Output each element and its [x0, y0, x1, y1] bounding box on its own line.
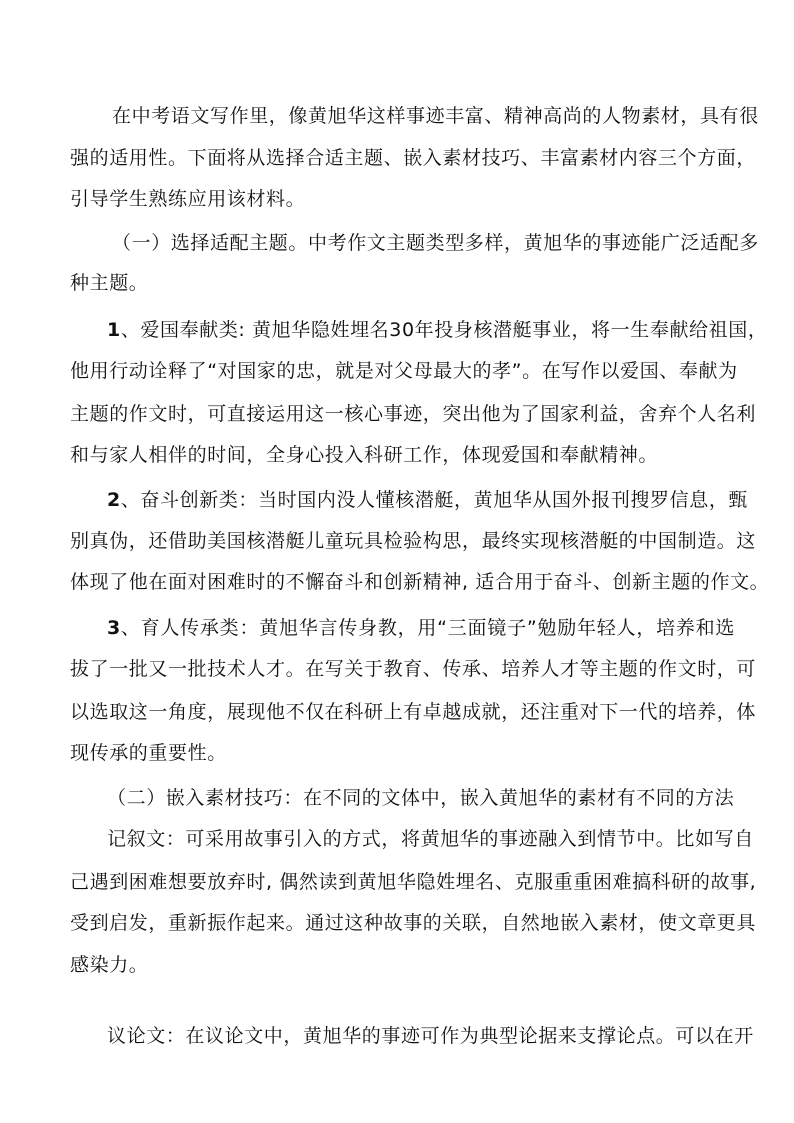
list-item-line: 他用行动诠释了“对国家的忠，就是对父母最大的孝”。在写作以爱国、奉献为 — [70, 360, 738, 382]
list-item-line: 和与家人相伴的时间，全身心投入科研工作，体现爱国和奉献精神。 — [70, 444, 659, 466]
list-item-line — [107, 313, 768, 347]
list-item-line — [107, 483, 749, 517]
intro-line: 引导学生熟练应用该材料。 — [70, 188, 306, 210]
section-heading-line: （一）选择适配主题。中考作文主题类型多样，黄旭华的事迹能广泛适配多 — [112, 232, 759, 254]
list-item-line: 别真伪，还借助美国核潜艇儿童玩具检验构思，最终实现核潜艇的中国制造。这 — [70, 530, 757, 552]
narrative-line: 己遇到困难想要放弃时, 偶然读到黄旭华隐姓埋名、克服重重困难搞科研的故事, — [70, 871, 757, 893]
list-item-number: 1 — [107, 319, 121, 341]
narrative-line: 受到启发，重新振作起来。通过这种故事的关联，自然地嵌入素材，使文章更具 — [70, 912, 757, 934]
list-item-line — [107, 611, 735, 645]
list-item-line: 体现了他在面对困难时的不懈奋斗和创新精神, 适合用于奋斗、创新主题的作文。 — [70, 571, 770, 593]
list-item-line: 拔了一批又一批技术人才。在写关于教育、传承、培养人才等主题的作文时，可 — [70, 658, 757, 680]
argumentative-line: 议论文：在议论文中，黄旭华的事迹可作为典型论据来支撑论点。可以在开 — [107, 1025, 754, 1047]
list-item-line: 以选取这一角度，展现他不仅在科研上有卓越成就，还注重对下一代的培养，体 — [70, 701, 757, 723]
section-heading-line: （二）嵌入素材技巧：在不同的文体中，嵌入黄旭华的素材有不同的方法 — [107, 787, 735, 809]
list-item-text: 、奋斗创新类：当时国内没人懂核潜艇，黄旭华从国外报刊搜罗信息，甄 — [120, 489, 749, 511]
list-item-line: 主题的作文时，可直接运用这一核心事迹，突出他为了国家利益，舍弃个人名利 — [70, 403, 757, 425]
list-item-number: 3 — [107, 617, 121, 639]
narrative-line: 感染力。 — [70, 954, 149, 976]
list-item-text: 、爱国奉献类: 黄旭华隐姓埋名30年投身核潜艇事业，将一生奉献给祖国， — [120, 319, 768, 341]
list-item-text: 、育人传承类：黄旭华言传身教，用“三面镜子”勉励年轻人，培养和选 — [120, 617, 735, 639]
intro-line: 在中考语文写作里，像黄旭华这样事迹丰富、精神高尚的人物素材，具有很 — [112, 105, 759, 127]
section-heading-line: 种主题。 — [70, 272, 149, 294]
narrative-line: 记叙文：可采用故事引入的方式，将黄旭华的事迹融入到情节中。比如写自 — [107, 828, 754, 850]
intro-line: 强的适用性。下面将从选择合适主题、嵌入素材技巧、丰富素材内容三个方面， — [70, 147, 757, 169]
list-item-line: 现传承的重要性。 — [70, 742, 227, 764]
list-item-number: 2 — [107, 489, 121, 511]
